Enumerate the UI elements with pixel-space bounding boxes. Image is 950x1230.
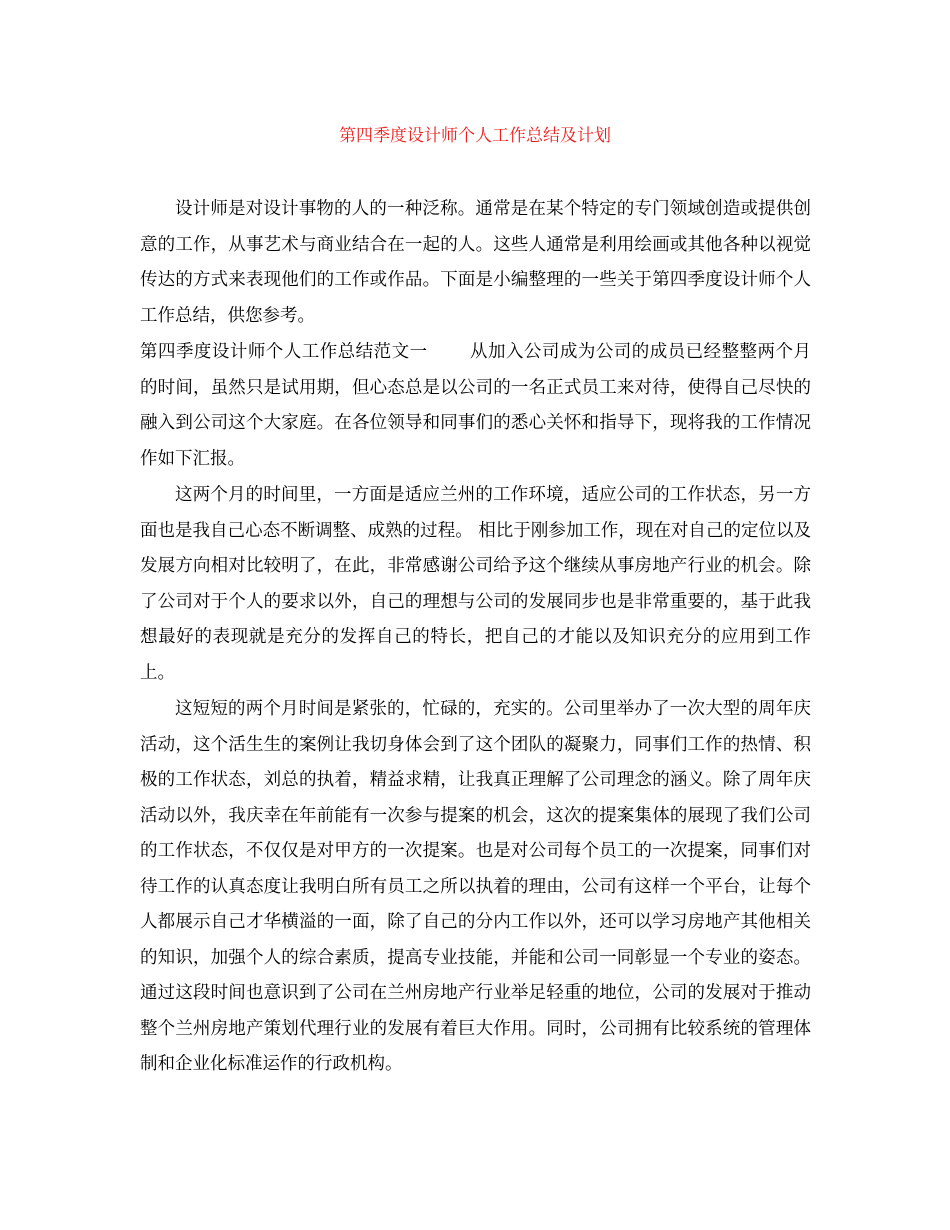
sample-one-heading: 第四季度设计师个人工作总结范文一 xyxy=(140,342,428,362)
sample-one-paragraph xyxy=(140,335,811,477)
document-body xyxy=(140,192,811,1084)
body-paragraph-2 xyxy=(140,478,811,691)
body-paragraph-3 xyxy=(140,692,811,1083)
intro-paragraph xyxy=(140,192,811,334)
intro-text: 设计师是对设计事物的人的一种泛称。通常是在某个特定的专门领域创造或提供创意的工作，从事艺术与商业结合在一起的人。这些人通常是利用绘画或其他各种以视觉传达的方式来表现他们的工作或作品。下面是小编整理的一些关于第四季度设计师个人工作总结，供您参考。 xyxy=(140,199,811,326)
paragraph-3-text: 这短短的两个月时间是紧张的，忙碌的，充实的。公司里举办了一次大型的周年庆活动，这个活生生的案例让我切身体会到了这个团队的凝聚力，同事们工作的热情、积极的工作状态，刘总的执着，精益求精，让我真正理解了公司理念的涵义。除了周年庆活动以外，我庆幸在年前能有一次参与提案的机会，这次的提案集体的展现了我们公司的工作状态，不仅仅是对甲方的一次提案。也是对公司每个员工的一次提案，同事们对待工作的认真态度让我明白所有员工之所以执着的理由，公司有这样一个平台，让每个人都展示自己才华横溢的一面，除了自己的分内工作以外，还可以学习房地产其他相关的知识，加强个人的综合素质，提高专业技能，并能和公司一同彰显一个专业的姿态。通过这段时间也意识到了公司在兰州房地产行业举足轻重的地位，公司的发展对于推动整个兰州房地产策划代理行业的发展有着巨大作用。同时，公司拥有比较系统的管理体制和企业化标准运作的行政机构。 xyxy=(140,699,811,1074)
sample-one-text: 从加入公司成为公司的成员已经整整两个月的时间，虽然只是试用期，但心态总是以公司的一名正式员工来对待，使得自己尽快的融入到公司这个大家庭。在各位领导和同事们的悉心关怀和指导下，现将我的工作情况作如下汇报。 xyxy=(140,342,812,469)
paragraph-2-text: 这两个月的时间里，一方面是适应兰州的工作环境，适应公司的工作状态，另一方面也是我自己心态不断调整、成熟的过程。 相比于刚参加工作，现在对自己的定位以及发展方向相对比较明了，在此，非常感谢公司给予这个继续从事房地产行业的机会。除了公司对于个人的要求以外，自己的理想与公司的发展同步也是非常重要的，基于此我想最好的表现就是充分的发挥自己的特长，把自己的才能以及知识充分的应用到工作上。 xyxy=(140,485,811,683)
document-title: 第四季度设计师个人工作总结及计划 xyxy=(339,126,611,146)
